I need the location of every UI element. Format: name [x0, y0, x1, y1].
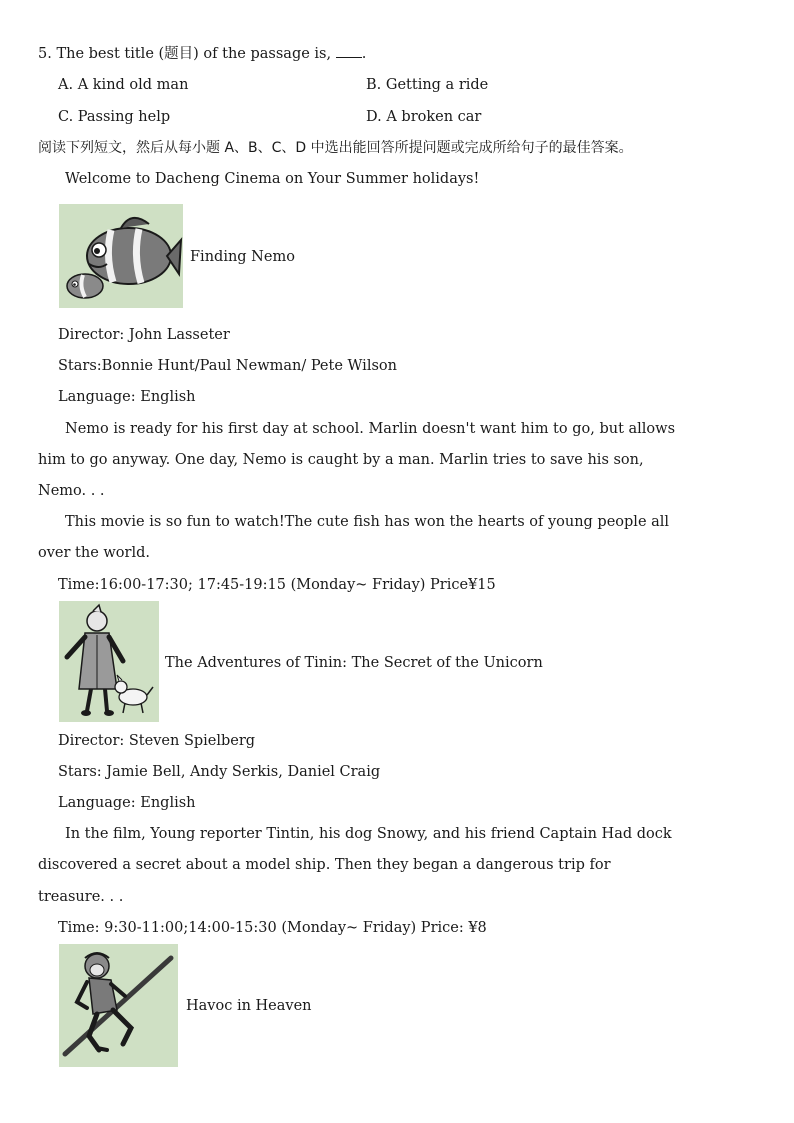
movie1-language: Language: English — [58, 389, 196, 405]
answer-blank — [336, 45, 362, 58]
movie1-desc-line3: Nemo. . . — [38, 483, 105, 499]
movie1-desc-line2: him to go anyway. One day, Nemo is caught by a man. Marlin tries to save his son, — [38, 452, 644, 468]
movie2-director: Director: Steven Spielberg — [58, 733, 256, 749]
option-a: A. A kind old man — [58, 77, 189, 93]
option-d: D. A broken car — [366, 109, 482, 125]
clownfish-icon — [59, 204, 183, 308]
movie1-stars: Stars:Bonnie Hunt/Paul Newman/ Pete Wilson — [58, 358, 397, 374]
movie2-desc-line1: In the film, Young reporter Tintin, his dog Snowy, and his friend Captain Had dock — [65, 826, 672, 842]
option-b: B. Getting a ride — [366, 77, 489, 93]
monkey-king-icon — [59, 944, 178, 1067]
movie2-stars: Stars: Jamie Bell, Andy Serkis, Daniel Craig — [58, 764, 381, 780]
tintin-and-dog-icon — [59, 601, 159, 722]
finding-nemo-image — [59, 204, 183, 308]
tintin-image — [59, 601, 159, 722]
movie2-time-price: Time: 9:30-11:00;14:00-15:30 (Monday~ Friday) Price: ¥8 — [58, 920, 487, 936]
reading-instruction: 阅读下列短文，然后从每小题 A、B、C、D 中选出能回答所提问题或完成所给句子的最佳答案。 — [38, 140, 633, 156]
question-stem — [38, 45, 366, 63]
movie1-review-line1: This movie is so fun to watch!The cute fish has won the hearts of young people all — [65, 514, 670, 530]
havoc-in-heaven-image — [59, 944, 178, 1067]
movie2-title: The Adventures of Tinin: The Secret of the Unicorn — [165, 655, 543, 671]
movie2-desc-line3: treasure. . . — [38, 889, 124, 905]
movie1-time-price: Time:16:00-17:30; 17:45-19:15 (Monday~ Friday) Price¥15 — [58, 577, 496, 593]
option-c: C. Passing help — [58, 109, 171, 125]
movie1-title: Finding Nemo — [190, 249, 295, 265]
movie2-language: Language: English — [58, 795, 196, 811]
movie1-desc-line1: Nemo is ready for his first day at school. Marlin doesn't want him to go, but allows — [65, 421, 676, 437]
stem-period: . — [361, 46, 367, 62]
movie1-review-line2: over the world. — [38, 545, 150, 561]
question-stem-text: 5. The best title (题目) of the passage is, — [38, 46, 332, 62]
welcome-heading: Welcome to Dacheng Cinema on Your Summer holidays! — [65, 171, 480, 187]
movie1-director: Director: John Lasseter — [58, 327, 230, 343]
movie3-title: Havoc in Heaven — [186, 998, 312, 1014]
movie2-desc-line2: discovered a secret about a model ship. Then they began a dangerous trip for — [38, 857, 611, 873]
